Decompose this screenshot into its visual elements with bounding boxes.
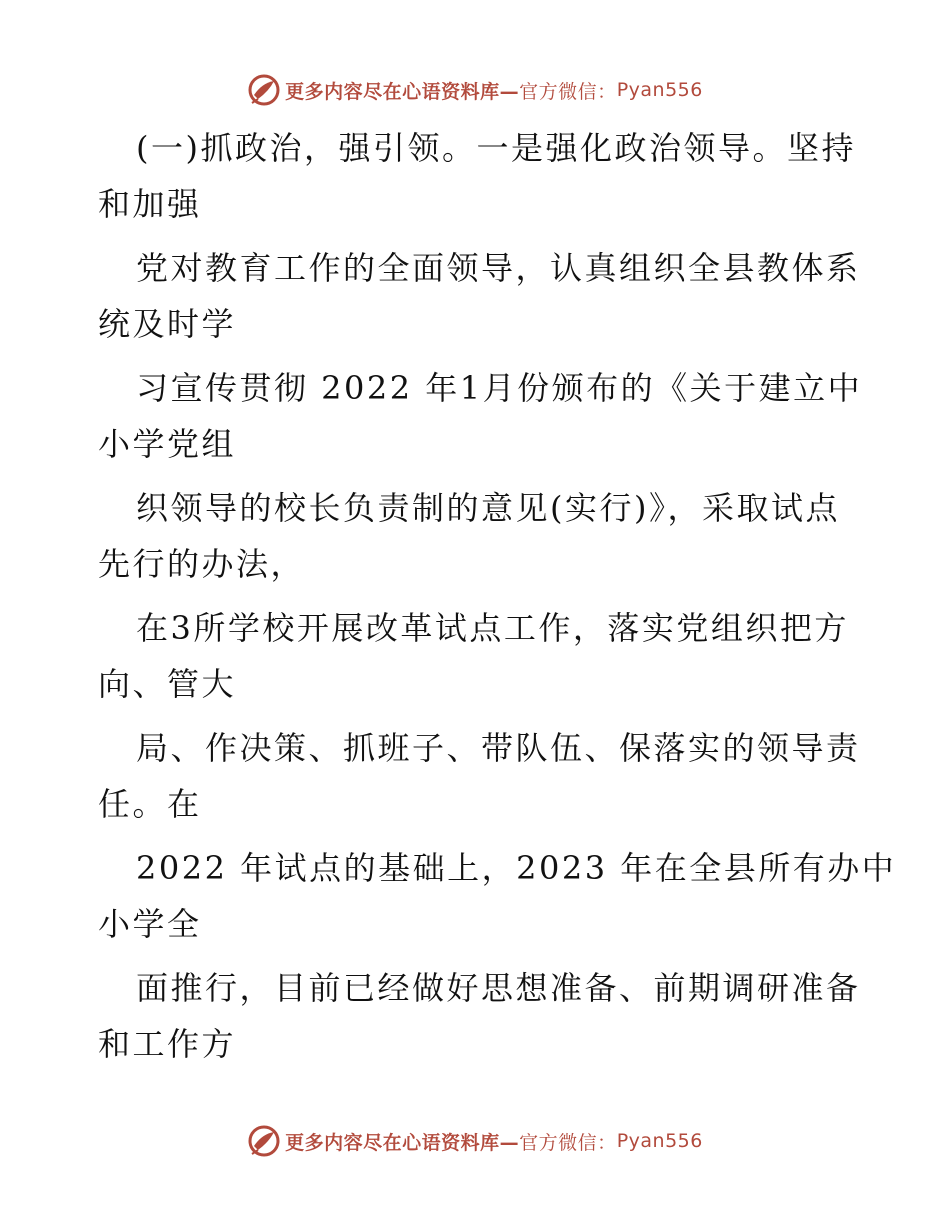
paragraph xyxy=(98,480,858,592)
header-watermark xyxy=(0,70,950,110)
pen-logo-icon xyxy=(247,73,281,107)
document-body xyxy=(98,120,897,1072)
paragraph xyxy=(98,960,861,1072)
paragraph-line: 和加强 xyxy=(98,185,202,223)
paragraph-line: 党对教育工作的全面领导，认真组织全县教体系 xyxy=(136,249,861,287)
paragraph-line: 先行的办法， xyxy=(98,545,306,583)
paragraph-line: 2022 年试点的基础上，2023 年在全县所有办中 xyxy=(136,849,897,887)
paragraph xyxy=(98,360,863,472)
paragraph-line: 在3所学校开展改革试点工作，落实党组织把方 xyxy=(136,609,849,647)
paragraph xyxy=(98,240,861,352)
watermark-wechat-id: Pyan556 xyxy=(616,1130,703,1152)
paragraph-line: 向、管大 xyxy=(98,665,237,703)
paragraph xyxy=(98,720,861,832)
paragraph-line: 任。在 xyxy=(98,785,202,823)
watermark-wechat-id: Pyan556 xyxy=(616,79,703,101)
watermark-site-text: 更多内容尽在心语资料库— xyxy=(285,1131,520,1154)
paragraph-line: 局、作决策、抓班子、带队伍、保落实的领导责 xyxy=(136,729,861,767)
paragraph-line: 织领导的校长负责制的意见(实行)》，采取试点 xyxy=(136,489,840,527)
paragraph-line: 小学党组 xyxy=(98,425,237,463)
paragraph xyxy=(98,600,858,712)
pen-logo-icon xyxy=(247,1124,281,1158)
footer-watermark xyxy=(0,1121,950,1161)
watermark-site-text: 更多内容尽在心语资料库— xyxy=(285,80,520,103)
paragraph-line: 小学全 xyxy=(98,905,202,943)
paragraph-line: 和工作方 xyxy=(98,1025,237,1063)
paragraph-line: 面推行，目前已经做好思想准备、前期调研准备 xyxy=(136,969,861,1007)
paragraph-line: (一)抓政治，强引领。一是强化政治领导。坚持 xyxy=(136,129,856,167)
paragraph-line: 统及时学 xyxy=(98,305,237,343)
paragraph-line: 习宣传贯彻 2022 年1月份颁布的《关于建立中 xyxy=(136,369,863,407)
paragraph xyxy=(98,840,897,952)
watermark-wechat-label: 官方微信： xyxy=(519,80,617,103)
paragraph xyxy=(98,120,858,232)
watermark-wechat-label: 官方微信： xyxy=(519,1131,617,1154)
